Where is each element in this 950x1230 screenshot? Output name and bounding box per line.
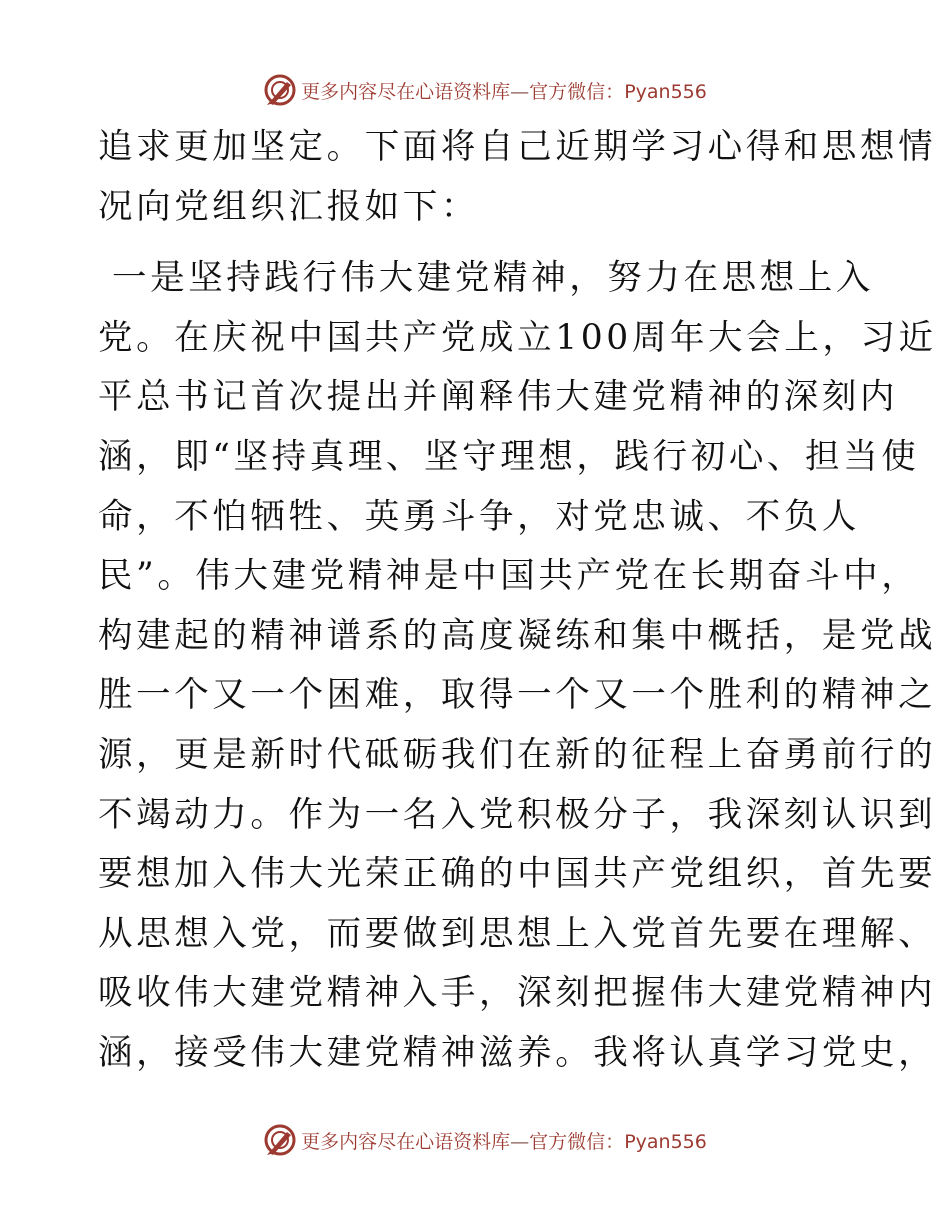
pen-logo-icon bbox=[263, 1123, 297, 1157]
document-body bbox=[98, 118, 937, 1084]
body-line-7: 命，不怕牺牲、英勇斗争，对党忠诚、不负人 bbox=[98, 496, 860, 537]
footer-banner-text bbox=[301, 1127, 707, 1154]
header-dash: — bbox=[510, 80, 530, 103]
body-line-15: 吸收伟大建党精神入手，深刻把握伟大建党精神内 bbox=[98, 973, 937, 1014]
header-wechat-label: 官方微信： bbox=[529, 80, 625, 103]
body-line-8: 民”。伟大建党精神是中国共产党在长期奋斗中， bbox=[98, 556, 920, 597]
body-line-3: 一是坚持践行伟大建党精神，努力在思想上入 bbox=[112, 258, 874, 299]
body-line-5: 平总书记首次提出并阐释伟大建党精神的深刻内 bbox=[98, 377, 899, 418]
footer-site-text: 更多内容尽在心语资料库 bbox=[301, 1130, 511, 1153]
body-line-13: 要想加入伟大光荣正确的中国共产党组织，首先要 bbox=[98, 854, 937, 895]
body-line-16: 涵，接受伟大建党精神滋养。我将认真学习党史， bbox=[98, 1032, 937, 1073]
footer-banner bbox=[0, 1120, 950, 1160]
footer-wechat-label: 官方微信： bbox=[529, 1130, 625, 1153]
body-line-11: 源，更是新时代砥砺我们在新的征程上奋勇前行的 bbox=[98, 734, 937, 775]
header-site-text: 更多内容尽在心语资料库 bbox=[301, 80, 511, 103]
body-line-9: 构建起的精神谱系的高度凝练和集中概括，是党战 bbox=[98, 615, 937, 656]
pen-logo-icon bbox=[263, 73, 297, 107]
body-line-1: 追求更加坚定。下面将自己近期学习心得和思想情 bbox=[98, 127, 937, 167]
header-banner-text bbox=[301, 77, 707, 104]
footer-dash: — bbox=[510, 1130, 530, 1153]
header-banner-inner bbox=[263, 73, 707, 107]
header-banner bbox=[0, 70, 950, 110]
body-line-14: 从思想入党，而要做到思想上入党首先要在理解、 bbox=[98, 913, 937, 954]
body-line-2: 况向党组织汇报如下： bbox=[98, 186, 479, 227]
body-line-6: 涵，即“坚持真理、坚守理想，践行初心、担当使 bbox=[98, 436, 920, 477]
body-line-4: 党。在庆祝中国共产党成立100周年大会上，习近 bbox=[98, 317, 937, 358]
footer-wechat-id: Pyan556 bbox=[624, 1130, 707, 1153]
footer-banner-inner bbox=[263, 1123, 707, 1157]
body-line-12: 不竭动力。作为一名入党积极分子，我深刻认识到 bbox=[98, 794, 937, 835]
body-line-10: 胜一个又一个困难，取得一个又一个胜利的精神之 bbox=[98, 675, 937, 716]
header-wechat-id: Pyan556 bbox=[624, 80, 707, 103]
